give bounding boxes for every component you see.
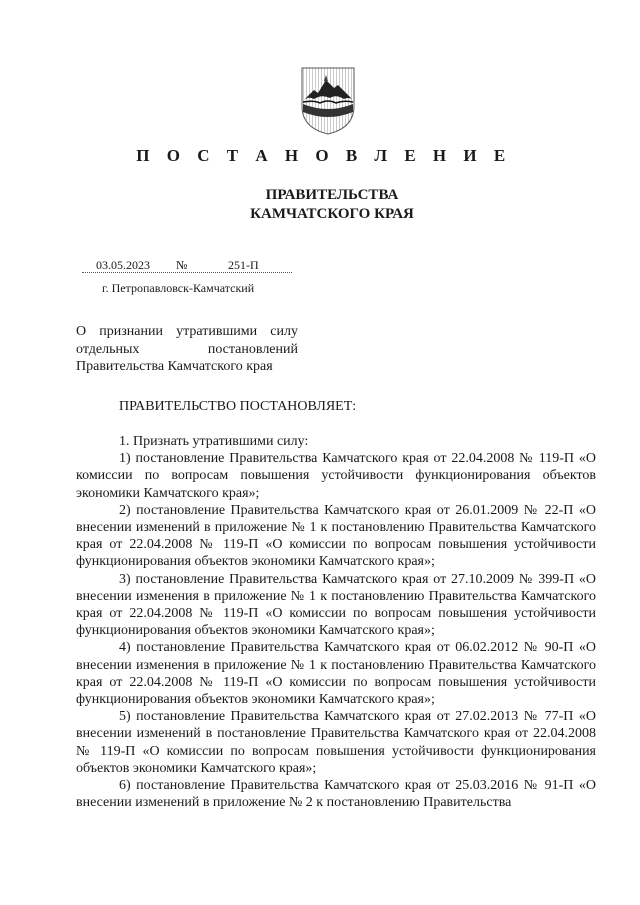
paragraph-item-5: 5) постановление Правительства Камчатского края от 27.02.2013 № 77-П «О внесении изменений в постановление Правительства Камчатского края от 22.04.2008 № 119-П «О комиссии по вопросам повышения устойчивости функционирования объектов экономики Камчатского края»; — [76, 709, 596, 776]
subject-line-1: О признании утратившими силу — [76, 324, 298, 339]
document-date: 03.05.2023 — [96, 258, 150, 272]
document-number: 251-П — [228, 258, 259, 272]
paragraph-clause-1: 1. Признать утратившими силу: — [119, 434, 309, 449]
paragraph-item-4: 4) постановление Правительства Камчатского края от 06.02.2012 № 90-П «О внесении изменения в приложение № 1 к постановлению Правительства Камчатского края от 22.04.2008 № 119-П «О комиссии по вопросам повышения устойчивости функционирования объектов экономики Камчатского края»; — [76, 640, 596, 708]
issuing-organization — [0, 186, 640, 224]
document-subject — [76, 323, 298, 376]
paragraph-item-2: 2) постановление Правительства Камчатского края от 26.01.2009 № 22-П «О внесении изменений в приложение № 1 к постановлению Правительства Камчатского края от 22.04.2008 № 119-П «О комиссии по вопросам повышения устойчивости функционирования объектов экономики Камчатского края»; — [76, 502, 596, 570]
org-line-1: ПРАВИТЕЛЬСТВА — [265, 187, 399, 203]
paragraph-item-6: 6) постановление Правительства Камчатского края от 25.03.2016 № 91-П «О внесении изменений в приложение № 2 к постановлению Правительства — [76, 778, 596, 811]
kamchatka-coat-of-arms-icon — [300, 66, 356, 136]
number-sign: № — [176, 258, 188, 272]
subject-line-2: отдельных постановлений — [76, 341, 298, 357]
subject-line-3: Правительства Камчатского края — [76, 359, 273, 374]
org-line-2: КАМЧАТСКОГО КРАЯ — [250, 206, 414, 222]
document-body — [76, 433, 596, 811]
date-number-line — [82, 258, 292, 273]
city: г. Петропавловск-Камчатский — [102, 281, 255, 295]
resolution-heading: ПРАВИТЕЛЬСТВО ПОСТАНОВЛЯЕТ: — [119, 399, 357, 414]
document-title: П О С Т А Н О В Л Е Н И Е — [136, 146, 512, 165]
paragraph-item-3: 3) постановление Правительства Камчатского края от 27.10.2009 № 399-П «О внесении изменения в приложение № 1 к постановлению Правительства Камчатского края от 22.04.2008 № 119-П «О комиссии по вопросам повышения устойчивости функционирования объектов экономики Камчатского края»; — [76, 571, 596, 639]
paragraph-item-1: 1) постановление Правительства Камчатского края от 22.04.2008 № 119-П «О комиссии по вопросам повышения устойчивости функционирования объектов экономики Камчатского края»; — [76, 451, 596, 501]
